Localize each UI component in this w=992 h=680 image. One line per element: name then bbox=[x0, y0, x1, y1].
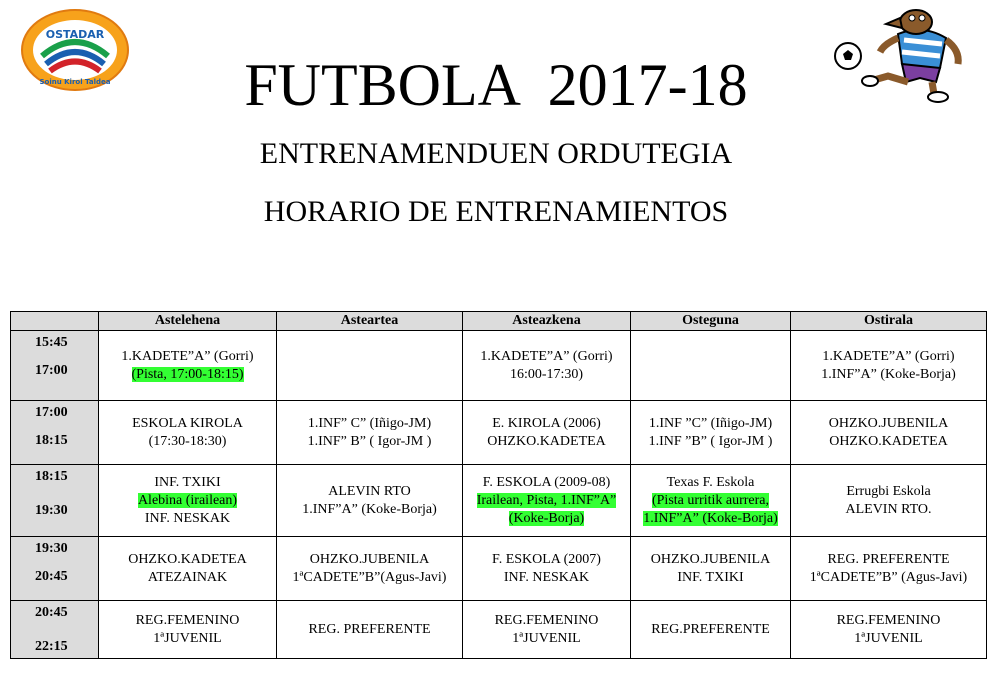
time-end: 22:15 bbox=[35, 639, 68, 654]
schedule-cell bbox=[463, 465, 631, 537]
cell-text: OHZKO.JUBENILA bbox=[309, 551, 430, 567]
cell-text: INF. NESKAK bbox=[144, 510, 231, 526]
cell-text: REG.PREFERENTE bbox=[651, 621, 770, 637]
cell-text: 1ªCADETE”B”(Agus-Javi) bbox=[292, 569, 447, 585]
schedule-cell bbox=[463, 331, 631, 401]
table-row bbox=[11, 465, 987, 537]
schedule-cell bbox=[463, 537, 631, 601]
cell-text: 1.KADETE”A” (Gorri) bbox=[822, 348, 955, 364]
cell-line-wrap bbox=[633, 433, 788, 451]
day-header: Ostirala bbox=[791, 312, 987, 331]
cell-line-wrap bbox=[465, 630, 628, 648]
cell-line-wrap bbox=[465, 348, 628, 366]
schedule-cell bbox=[791, 537, 987, 601]
highlighted-text: (Pista, 17:00-18:15) bbox=[131, 366, 244, 382]
cell-text: 1ªJUVENIL bbox=[153, 630, 222, 646]
cell-line-wrap bbox=[793, 415, 984, 433]
cell-line-wrap bbox=[101, 612, 274, 630]
time-end: 17:00 bbox=[35, 363, 68, 378]
schedule-table bbox=[10, 311, 987, 659]
schedule-cell bbox=[631, 537, 791, 601]
schedule-cell bbox=[277, 465, 463, 537]
cell-line-wrap bbox=[279, 483, 460, 501]
table-row bbox=[11, 331, 987, 401]
cell-line-wrap bbox=[101, 510, 274, 528]
schedule-cell bbox=[631, 331, 791, 401]
time-start: 15:45 bbox=[35, 335, 68, 350]
cell-line-wrap bbox=[793, 501, 984, 519]
subtitle-basque: ENTRENAMENDUEN ORDUTEGIA bbox=[259, 137, 733, 170]
cell-line-wrap bbox=[633, 569, 788, 587]
cell-text: REG.FEMENINO bbox=[836, 612, 941, 628]
cell-text: INF. NESKAK bbox=[503, 569, 590, 585]
cell-line-wrap bbox=[279, 415, 460, 433]
cell-text: 1.INF ”C” (Iñigo-JM) bbox=[648, 415, 773, 431]
schedule-cell bbox=[791, 401, 987, 465]
cell-line-wrap bbox=[279, 621, 460, 639]
schedule-cell bbox=[463, 401, 631, 465]
schedule-cell bbox=[463, 601, 631, 659]
cell-line-wrap bbox=[633, 474, 788, 492]
cell-text: 16:00-17:30) bbox=[509, 366, 584, 382]
cell-text: REG.FEMENINO bbox=[135, 612, 240, 628]
cell-line-wrap bbox=[101, 492, 274, 510]
cell-line-wrap bbox=[633, 551, 788, 569]
cell-text: OHZKO.JUBENILA bbox=[650, 551, 771, 567]
cell-text: OHZKO.KADETEA bbox=[128, 551, 247, 567]
highlighted-text: (Koke-Borja) bbox=[508, 510, 585, 526]
highlighted-text: Irailean, Pista, 1.INF”A” bbox=[476, 492, 617, 508]
cell-text: 1ªJUVENIL bbox=[512, 630, 581, 646]
time-start: 18:15 bbox=[35, 469, 68, 484]
cell-line-wrap bbox=[793, 630, 984, 648]
cell-line-wrap bbox=[101, 630, 274, 648]
cell-text: 1.INF ”B” ( Igor-JM ) bbox=[648, 433, 773, 449]
schedule-cell bbox=[631, 401, 791, 465]
cell-line-wrap bbox=[101, 551, 274, 569]
schedule-cell bbox=[791, 601, 987, 659]
cell-line-wrap bbox=[465, 474, 628, 492]
cell-line-wrap bbox=[279, 433, 460, 451]
schedule-cell bbox=[99, 331, 277, 401]
day-header: Asteartea bbox=[277, 312, 463, 331]
table-row bbox=[11, 601, 987, 659]
cell-text: (17:30-18:30) bbox=[148, 433, 227, 449]
cell-text: 1.KADETE”A” (Gorri) bbox=[480, 348, 613, 364]
schedule-cell bbox=[99, 601, 277, 659]
schedule-cell bbox=[277, 537, 463, 601]
time-end: 20:45 bbox=[35, 569, 68, 584]
cell-text: E. KIROLA (2006) bbox=[492, 415, 601, 431]
schedule-cell bbox=[791, 331, 987, 401]
cell-text: ESKOLA KIROLA bbox=[132, 415, 243, 431]
time-end: 19:30 bbox=[35, 503, 68, 518]
cell-text: REG.FEMENINO bbox=[494, 612, 599, 628]
time-slot bbox=[11, 537, 99, 601]
cell-text: 1.INF” C” (Iñigo-JM) bbox=[307, 415, 432, 431]
cell-text: 1ªCADETE”B” (Agus-Javi) bbox=[809, 569, 968, 585]
cell-line-wrap bbox=[465, 612, 628, 630]
cell-text: OHZKO.KADETEA bbox=[829, 433, 948, 449]
cell-line-wrap bbox=[633, 492, 788, 510]
logo-text-top: OSTADAR bbox=[45, 28, 105, 41]
cell-text: 1ªJUVENIL bbox=[854, 630, 923, 646]
time-start: 20:45 bbox=[35, 605, 68, 620]
cell-line-wrap bbox=[465, 569, 628, 587]
cell-line-wrap bbox=[101, 348, 274, 366]
cell-line-wrap bbox=[465, 510, 628, 528]
schedule-header-row bbox=[11, 312, 987, 331]
cell-text: REG. PREFERENTE bbox=[827, 551, 950, 567]
cell-text: REG. PREFERENTE bbox=[308, 621, 431, 637]
schedule-cell bbox=[277, 401, 463, 465]
cell-line-wrap bbox=[633, 510, 788, 528]
cell-line-wrap bbox=[101, 415, 274, 433]
time-slot bbox=[11, 401, 99, 465]
logo-text-bottom: Soinu Kirol Taldea bbox=[39, 78, 111, 86]
time-slot bbox=[11, 331, 99, 401]
highlighted-text: 1.INF”A” (Koke-Borja) bbox=[643, 510, 778, 526]
cell-text: 1.INF” B” ( Igor-JM ) bbox=[307, 433, 432, 449]
page-title: FUTBOLA 2017-18 bbox=[244, 52, 748, 118]
cell-text: INF. TXIKI bbox=[677, 569, 744, 585]
day-header: Asteazkena bbox=[463, 312, 631, 331]
cell-text: INF. TXIKI bbox=[154, 474, 221, 490]
schedule-cell bbox=[631, 465, 791, 537]
cell-text: F. ESKOLA (2007) bbox=[492, 551, 601, 567]
highlighted-text: (Pista urritik aurrera, bbox=[651, 492, 769, 508]
cell-line-wrap bbox=[793, 433, 984, 451]
cell-text: F. ESKOLA (2009-08) bbox=[482, 474, 611, 490]
cell-line-wrap bbox=[633, 621, 788, 639]
cell-line-wrap bbox=[793, 366, 984, 384]
cell-line-wrap bbox=[465, 366, 628, 384]
schedule-cell bbox=[99, 401, 277, 465]
day-header: Osteguna bbox=[631, 312, 791, 331]
cell-line-wrap bbox=[793, 612, 984, 630]
cell-text: ALEVIN RTO bbox=[328, 483, 411, 499]
cell-line-wrap bbox=[793, 551, 984, 569]
schedule-cell bbox=[277, 331, 463, 401]
time-end: 18:15 bbox=[35, 433, 68, 448]
table-row bbox=[11, 401, 987, 465]
schedule-cell bbox=[99, 537, 277, 601]
highlighted-text: Alebina (irailean) bbox=[137, 492, 238, 508]
time-slot bbox=[11, 601, 99, 659]
cell-line-wrap bbox=[279, 501, 460, 519]
cell-text: ATEZAINAK bbox=[147, 569, 228, 585]
schedule-cell bbox=[277, 601, 463, 659]
cell-text: 1.INF”A” (Koke-Borja) bbox=[821, 366, 956, 382]
day-header: Astelehena bbox=[99, 312, 277, 331]
schedule-cell bbox=[631, 601, 791, 659]
cell-text: ALEVIN RTO. bbox=[845, 501, 932, 517]
cell-line-wrap bbox=[633, 415, 788, 433]
cell-text: Errugbi Eskola bbox=[846, 483, 931, 499]
cell-text: 1.INF”A” (Koke-Borja) bbox=[302, 501, 437, 517]
table-row bbox=[11, 537, 987, 601]
cell-line-wrap bbox=[101, 366, 274, 384]
subtitle-spanish: HORARIO DE ENTRENAMIENTOS bbox=[263, 195, 729, 228]
schedule-cell bbox=[791, 465, 987, 537]
cell-text: OHZKO.KADETEA bbox=[487, 433, 606, 449]
cell-line-wrap bbox=[101, 474, 274, 492]
cell-line-wrap bbox=[793, 348, 984, 366]
time-slot bbox=[11, 465, 99, 537]
cell-line-wrap bbox=[465, 492, 628, 510]
cell-line-wrap bbox=[465, 551, 628, 569]
cell-line-wrap bbox=[465, 433, 628, 451]
cell-line-wrap bbox=[793, 569, 984, 587]
cell-line-wrap bbox=[101, 569, 274, 587]
cell-text: Texas F. Eskola bbox=[666, 474, 755, 490]
schedule-cell bbox=[99, 465, 277, 537]
cell-text: 1.KADETE”A” (Gorri) bbox=[121, 348, 254, 364]
header-corner bbox=[11, 312, 99, 331]
cell-text: OHZKO.JUBENILA bbox=[828, 415, 949, 431]
time-start: 17:00 bbox=[35, 405, 68, 420]
cell-line-wrap bbox=[279, 569, 460, 587]
cell-line-wrap bbox=[465, 415, 628, 433]
cell-line-wrap bbox=[793, 483, 984, 501]
time-start: 19:30 bbox=[35, 541, 68, 556]
cell-line-wrap bbox=[101, 433, 274, 451]
cell-line-wrap bbox=[279, 551, 460, 569]
